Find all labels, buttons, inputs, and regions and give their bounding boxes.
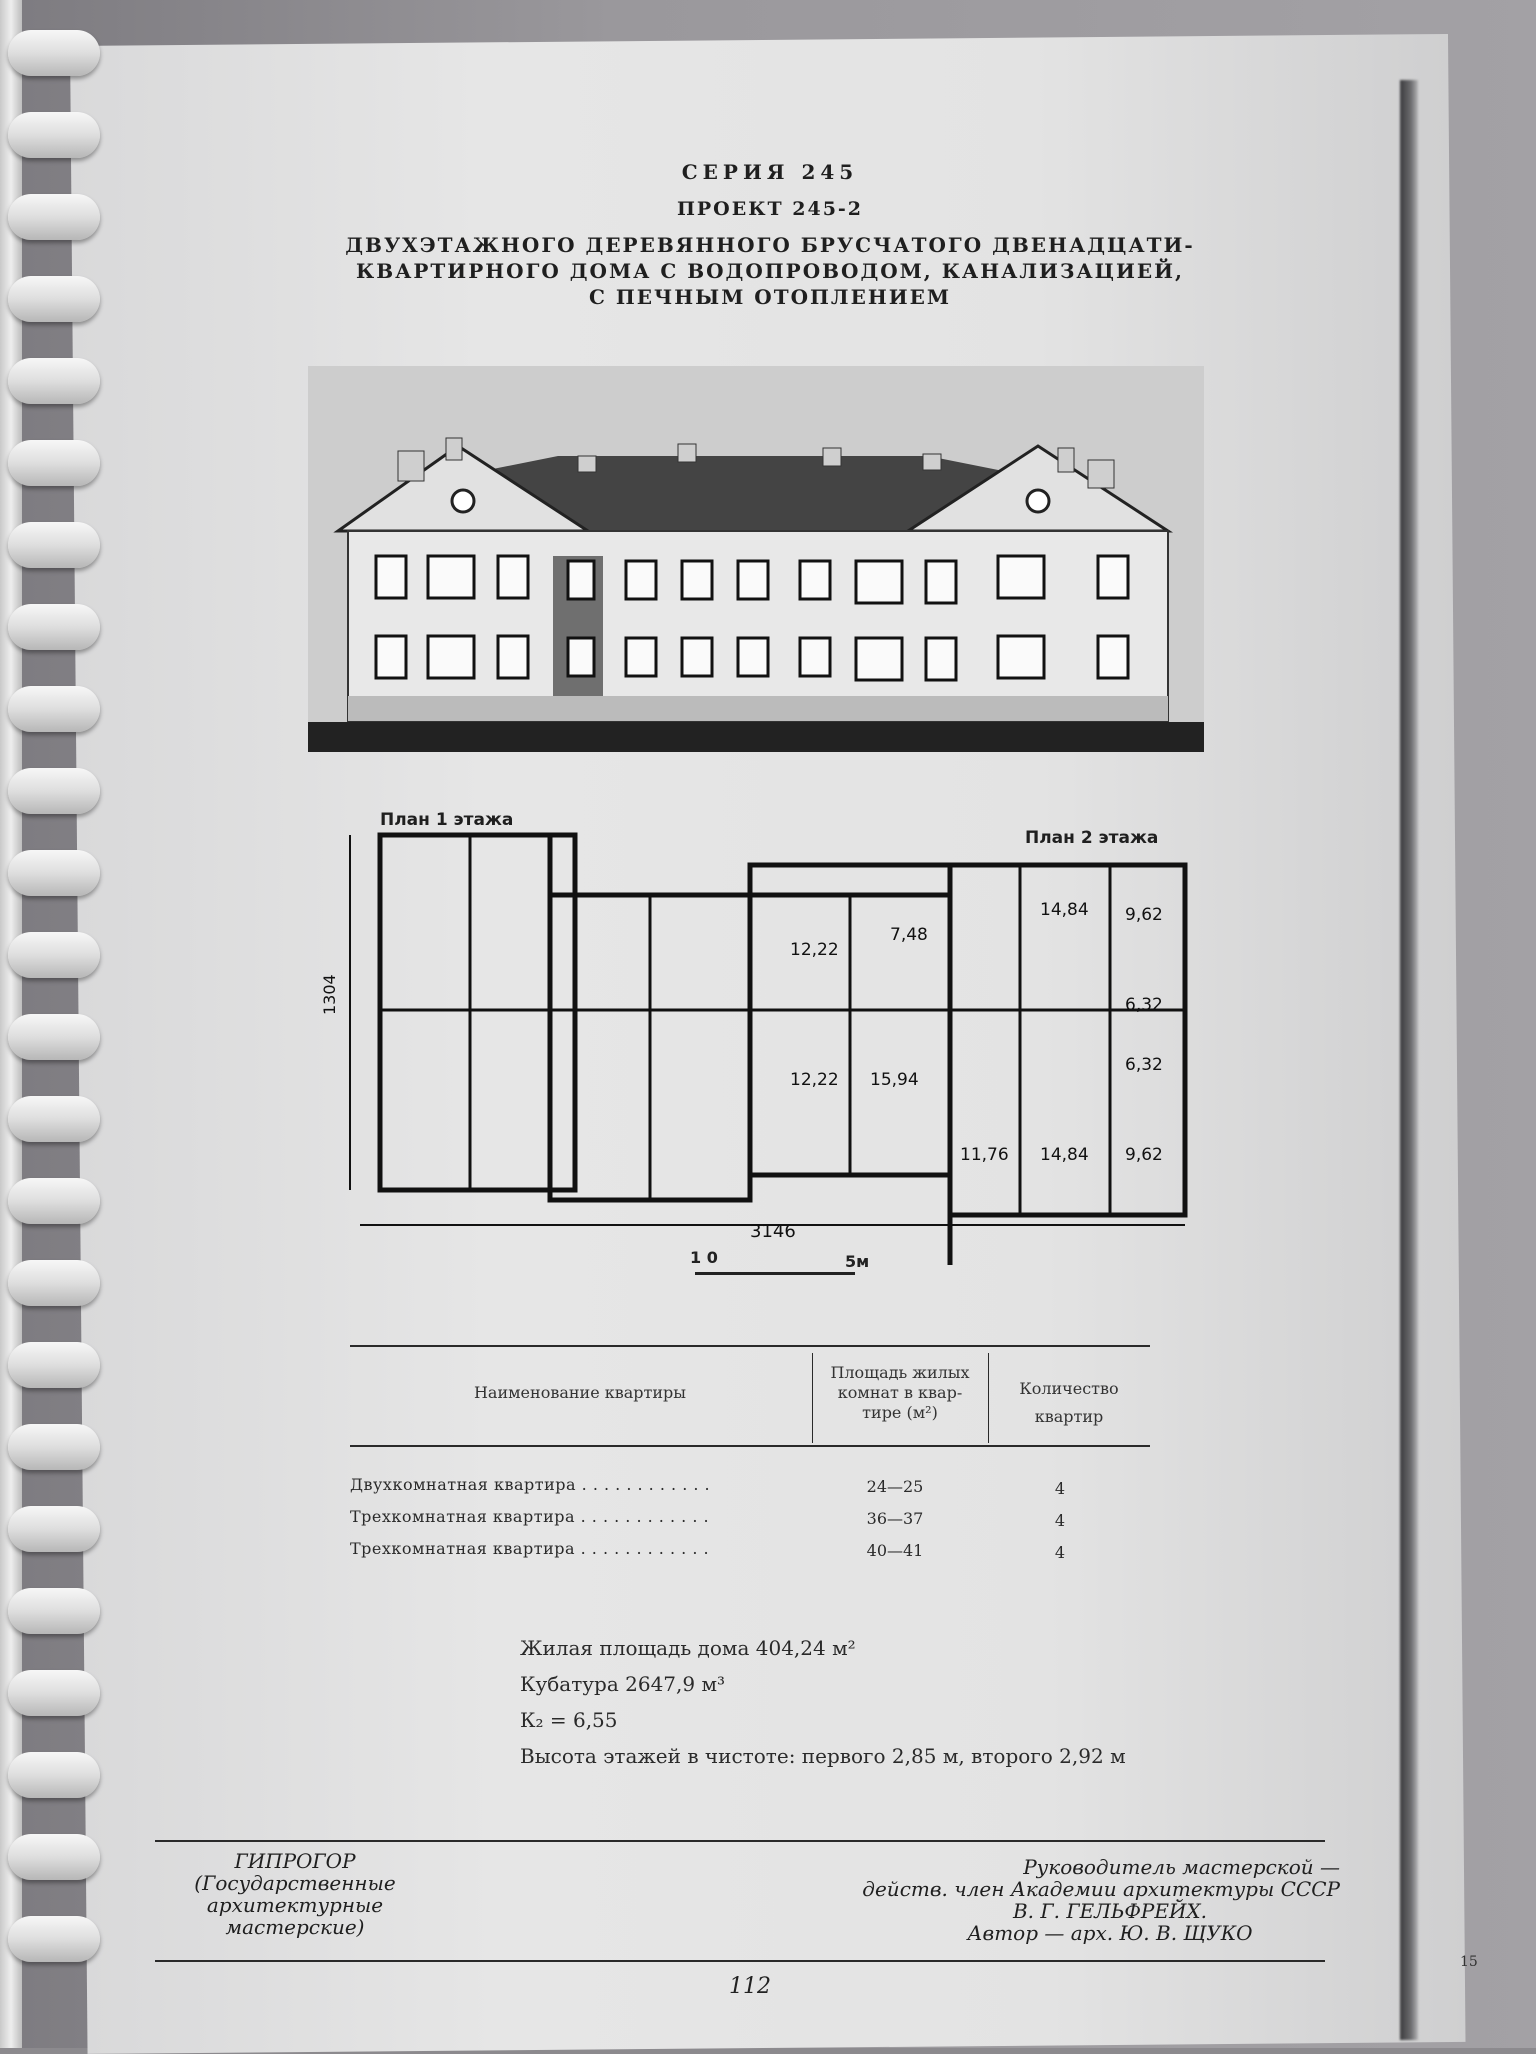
floor-plan-drawing: [320, 805, 1200, 1245]
floor1-plan-label: План 1 этажа: [380, 810, 514, 830]
k2-text: К₂ = 6,55: [520, 1708, 618, 1732]
table-header-name: Наименование квартиры: [473, 1383, 687, 1402]
room-area-label: 9,62: [1125, 905, 1163, 925]
table-header-area-line: комнат в квар-: [837, 1383, 963, 1402]
width-dimension: 3146: [750, 1221, 796, 1242]
room-area-label: 14,84: [1040, 900, 1089, 920]
table-header-count-line: Количество: [1019, 1379, 1119, 1398]
row-count: 4: [1054, 1479, 1066, 1498]
binding-ring: [8, 850, 100, 896]
binding-ring: [8, 1342, 100, 1388]
table-header-area: [812, 1363, 988, 1423]
binding-ring: [8, 1588, 100, 1634]
table-header-count: [988, 1375, 1150, 1431]
row-count: 4: [1054, 1543, 1066, 1562]
document-title: [330, 232, 1210, 310]
room-area-label: 14,84: [1040, 1145, 1089, 1165]
binding-ring: [8, 604, 100, 650]
credit-line: Автор — арх. Ю. В. ЩУКО: [967, 1921, 1253, 1945]
binding-ring: [8, 1670, 100, 1716]
binding-ring: [8, 194, 100, 240]
binding-ring: [8, 30, 100, 76]
binding-ring: [8, 1260, 100, 1306]
binding-ring: [8, 1834, 100, 1880]
binding-ring: [8, 1424, 100, 1470]
row-area: 24—25: [866, 1477, 924, 1496]
room-area-label: 12,22: [790, 940, 839, 960]
series-heading: СЕРИЯ 245: [681, 160, 859, 184]
binding-ring: [8, 1506, 100, 1552]
room-area-label: 9,62: [1125, 1145, 1163, 1165]
credits-block: [820, 1856, 1340, 1944]
row-area: 36—37: [866, 1509, 924, 1528]
room-area-label: 12,22: [790, 1070, 839, 1090]
organization-line: мастерские): [225, 1915, 365, 1939]
binding-ring: [8, 1014, 100, 1060]
scale-bar: [695, 1272, 855, 1275]
credit-line: Руководитель мастерской —: [1023, 1855, 1340, 1879]
building-statistics: [520, 1630, 1126, 1774]
table-row: [350, 1507, 1150, 1537]
row-count: 4: [1054, 1511, 1066, 1530]
organization-block: [170, 1850, 420, 1938]
binding-ring: [8, 358, 100, 404]
scale-left-label: 1 0: [690, 1248, 718, 1267]
binding-ring: [8, 1752, 100, 1798]
living-area-text: Жилая площадь дома 404,24 м²: [520, 1636, 856, 1660]
organization-line: (Государственные: [194, 1871, 396, 1895]
organization-line: архитектурные: [206, 1893, 384, 1917]
credit-line: действ. член Академии архитектуры СССР: [862, 1877, 1340, 1901]
floor2-plan-label: План 2 этажа: [1025, 828, 1159, 848]
volume-text: Кубатура 2647,9 м³: [520, 1672, 726, 1696]
spiral-binding: [0, 30, 110, 2030]
next-page-number: 15: [1460, 1954, 1478, 1970]
table-row: [350, 1539, 1150, 1569]
scale-right-label: 5м: [845, 1252, 870, 1271]
table-header-area-line: Площадь жилых: [830, 1363, 970, 1382]
project-heading: ПРОЕКТ 245-2: [676, 198, 864, 220]
binding-ring: [8, 522, 100, 568]
table-row: [350, 1475, 1150, 1505]
binding-ring: [8, 768, 100, 814]
footer-bottom-rule: [155, 1960, 1325, 1962]
binding-ring: [8, 276, 100, 322]
binding-ring: [8, 1178, 100, 1224]
row-apartment-name: Двухкомнатная квартира . . . . . . . . . . . .: [350, 1475, 711, 1494]
building-elevation-illustration: [308, 366, 1204, 752]
footer-top-rule: [155, 1840, 1325, 1842]
table-header-area-line: тире (м²): [862, 1403, 938, 1422]
room-area-label: 6,32: [1125, 995, 1163, 1015]
binding-ring: [8, 440, 100, 486]
room-area-label: 7,48: [890, 925, 928, 945]
table-top-rule: [350, 1345, 1150, 1347]
floor-height-text: Высота этажей в чистоте: первого 2,85 м, второго 2,92 м: [520, 1744, 1126, 1768]
title-line: КВАРТИРНОГО ДОМА С ВОДОПРОВОДОМ, КАНАЛИЗАЦИЕЙ,: [356, 259, 1184, 283]
room-area-label: 15,94: [870, 1070, 919, 1090]
binding-ring: [8, 1096, 100, 1142]
title-line: С ПЕЧНЫМ ОТОПЛЕНИЕМ: [588, 285, 952, 309]
row-apartment-name: Трехкомнатная квартира . . . . . . . . . . . .: [350, 1507, 710, 1526]
table-header-rule: [350, 1445, 1150, 1447]
page-edge: [1400, 80, 1418, 2040]
room-area-label: 6,32: [1125, 1055, 1163, 1075]
binding-ring: [8, 932, 100, 978]
page-number: 112: [729, 1974, 771, 1999]
table-header-count-line: квартир: [1034, 1407, 1104, 1426]
height-dimension: 1304: [320, 974, 339, 1015]
row-area: 40—41: [866, 1541, 924, 1560]
binding-ring: [8, 686, 100, 732]
organization-line: ГИПРОГОР: [234, 1849, 356, 1873]
credit-line: В. Г. ГЕЛЬФРЕЙХ.: [1012, 1899, 1208, 1923]
room-area-label: 11,76: [960, 1145, 1009, 1165]
row-apartment-name: Трехкомнатная квартира . . . . . . . . . . . .: [350, 1539, 710, 1558]
title-line: ДВУХЭТАЖНОГО ДЕРЕВЯННОГО БРУСЧАТОГО ДВЕНАДЦАТИ-: [345, 233, 1195, 257]
binding-ring: [8, 1916, 100, 1962]
binding-ring: [8, 112, 100, 158]
